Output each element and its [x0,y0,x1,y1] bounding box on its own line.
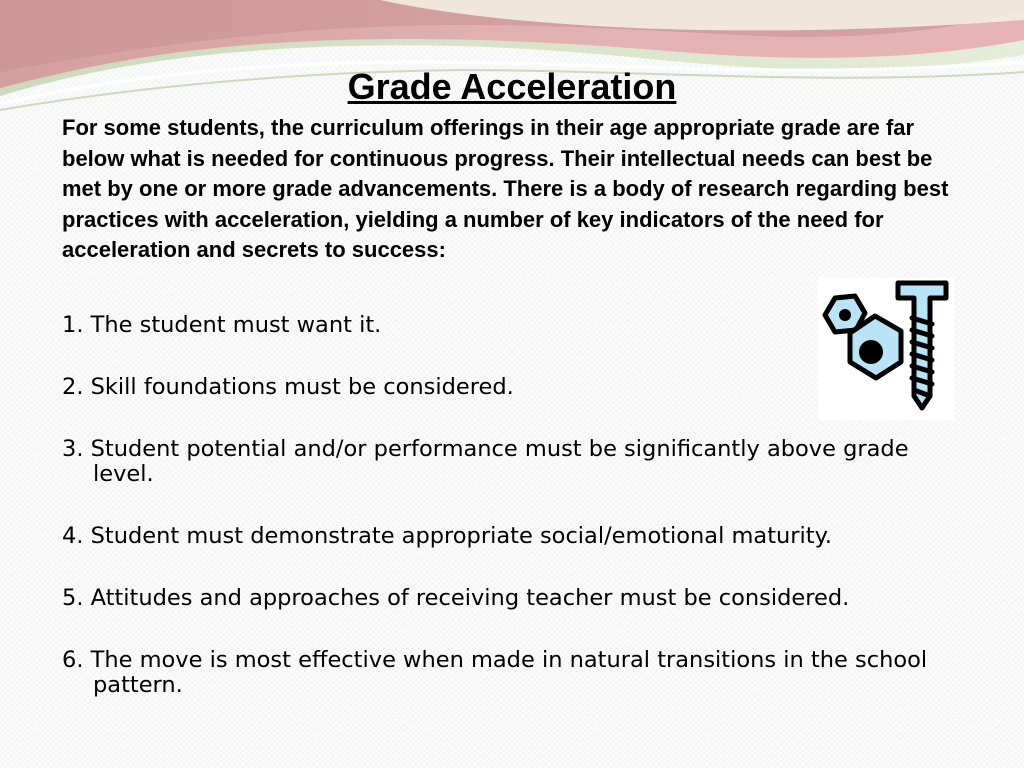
intro-paragraph: For some students, the curriculum offerings in their age appropriate grade are far below what is needed for continuous progress. Their intellectual needs can best be met by one or more grade advancements. There is a body of research regarding best practices with acceleration, yielding a number of key indicators of the need for acceleration and secrets to success: [62,115,949,263]
list-item: 3. Student potential and/or performance must be significantly above grade level. [62,436,909,487]
nuts-and-screw-icon [818,278,954,420]
slide-title: Grade Acceleration [347,66,677,107]
list-item: 5. Attitudes and approaches of receiving teacher must be considered. [62,585,850,611]
list-item: 4. Student must demonstrate appropriate social/emotional maturity. [62,523,832,549]
list-item: 6. The move is most effective when made in natural transitions in the school pattern. [62,647,928,698]
list-item: 2. Skill foundations must be considered. [62,374,514,400]
list-item: 1. The student must want it. [62,312,382,338]
